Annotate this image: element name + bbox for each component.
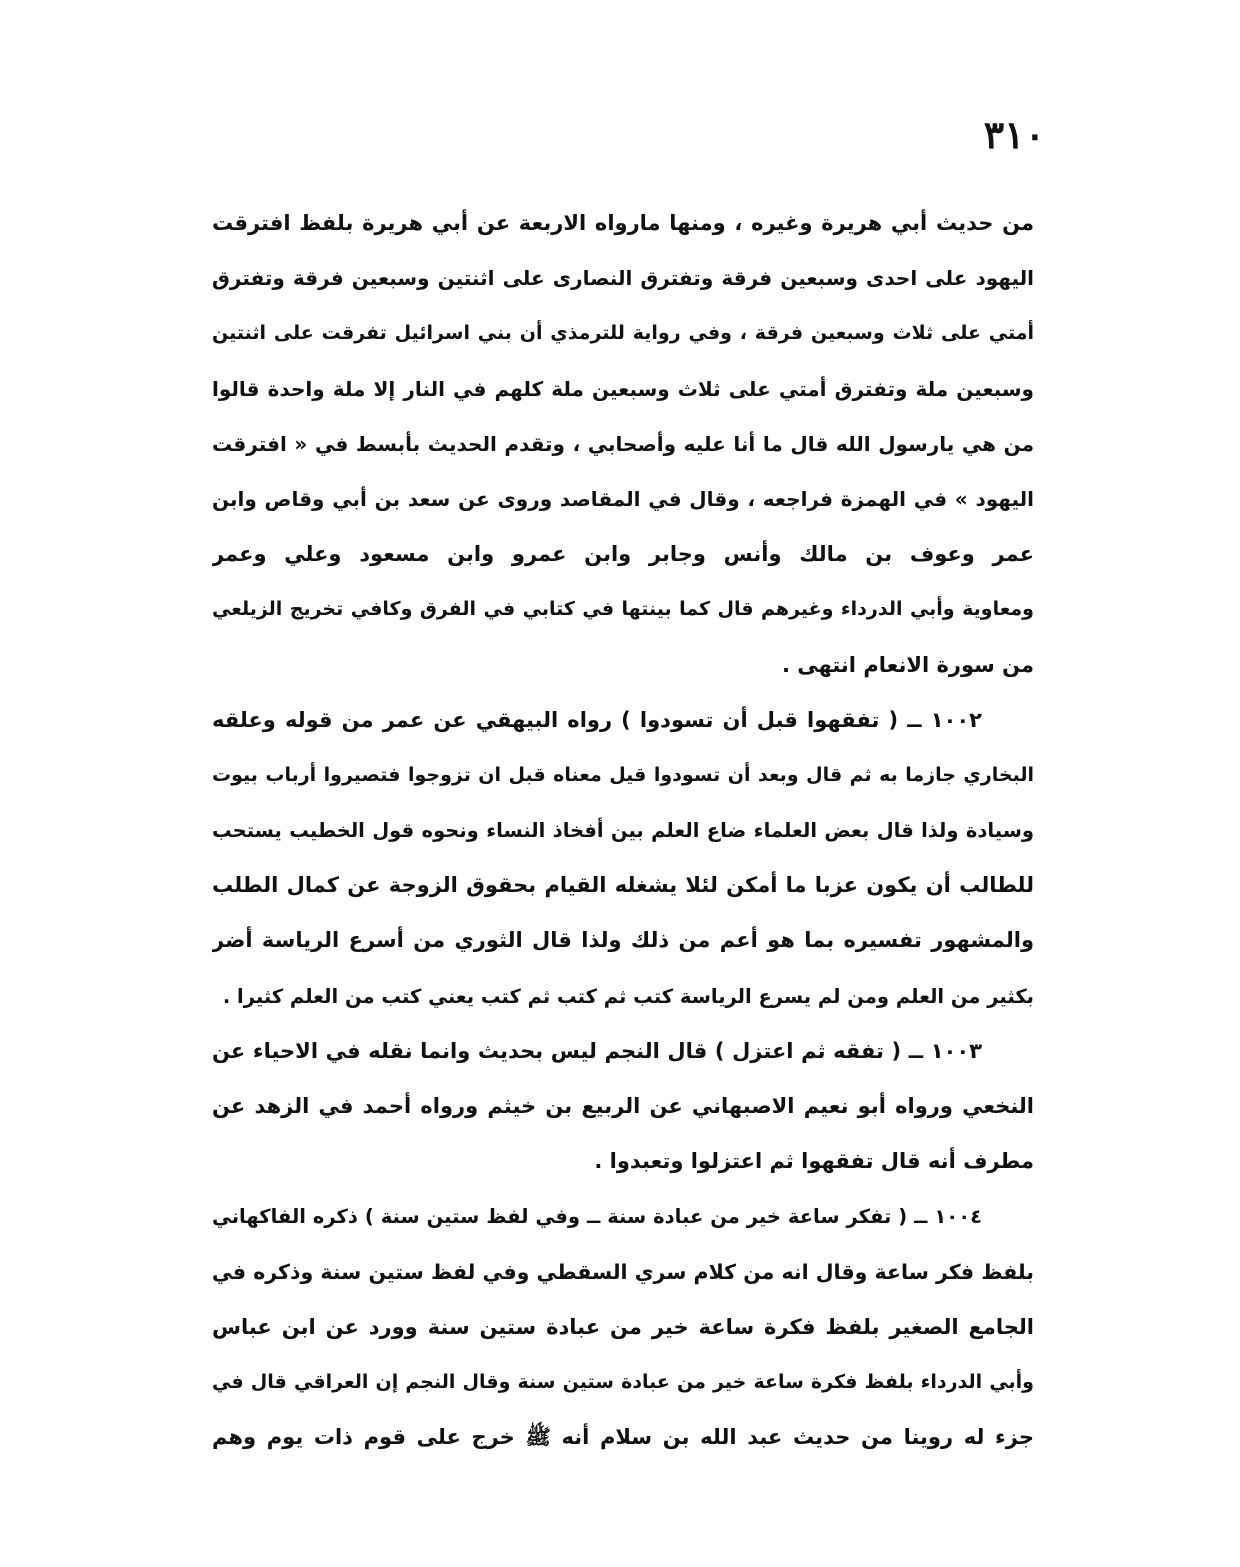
text-line: جزء له روينا من حديث عبد الله بن سلام أنه ﷺ خرج على قوم ذات يوم وهم: [212, 1425, 1034, 1450]
text-line: وسيادة ولذا قال بعض العلماء ضاع العلم بين أفخاذ النساء ونحوه قول الخطيب يستحب: [212, 819, 1034, 843]
text-line: الجامع الصغير بلفظ فكرة ساعة خير من عبادة ستين سنة وورد عن ابن عباس: [212, 1314, 1034, 1339]
text-line: بكثير من العلم ومن لم يسرع الرياسة كتب ثم كتب ثم كتب يعني كتب من العلم كثيرا .: [222, 984, 1034, 1008]
page-number: ٣١٠: [983, 112, 1045, 157]
text-line: من حديث أبي هريرة وغيره ، ومنها مارواه الاربعة عن أبي هريرة بلفظ افترقت: [212, 211, 1034, 235]
text-line: للطالب أن يكون عزبا ما أمكن لئلا يشغله القيام بحقوق الزوجة عن كمال الطلب: [212, 873, 1034, 898]
text-line: عمر وعوف بن مالك وأنس وجابر وابن عمرو وابن مسعود وعلي وعمر: [212, 542, 1034, 567]
text-line: من سورة الانعام انتهى .: [781, 652, 1034, 677]
page-body-text: [212, 196, 1034, 1465]
text-line: ١٠٠٢ ــ ( تفقهوا قبل أن تسودوا ) رواه البيهقي عن عمر من قوله وعلقه: [212, 707, 982, 732]
text-line: النخعي ورواه أبو نعيم الاصبهاني عن الربيع بن خيثم ورواه أحمد في الزهد عن: [212, 1094, 1034, 1118]
text-line: من هي يارسول الله قال ما أنا عليه وأصحابي ، وتقدم الحديث بأبسط في « افترقت: [212, 431, 1034, 456]
text-line: ١٠٠٣ ــ ( تفقه ثم اعتزل ) قال النجم ليس بحديث وانما نقله في الاحياء عن: [212, 1038, 982, 1063]
text-line: اليهود على احدى وسبعين فرقة وتفترق النصارى على اثنتين وسبعين فرقة وتفترق: [212, 266, 1034, 291]
text-line: البخاري جازما به ثم قال وبعد أن تسودوا قيل معناه قبل ان تزوجوا فتصيروا أرباب بيوت: [212, 763, 1034, 786]
text-line: مطرف أنه قال تفقهوا ثم اعتزلوا وتعبدوا .: [594, 1149, 1034, 1174]
text-line: وأبي الدرداء بلفظ فكرة ساعة خير من عبادة ستين سنة وقال النجم إن العراقي قال في: [212, 1370, 1034, 1393]
text-line: أمتي على ثلاث وسبعين فرقة ، وفي رواية للترمذي أن بني اسرائيل تفرقت على اثنتين: [212, 322, 1034, 345]
text-line: وسبعين ملة وتفترق أمتي على ثلاث وسبعين ملة كلهم في النار إلا ملة واحدة قالوا: [212, 376, 1034, 401]
text-line: بلفظ فكر ساعة وقال انه من كلام سري السقطي وفي لفظ ستين سنة وذكره في: [212, 1259, 1034, 1284]
text-line: ١٠٠٤ ــ ( تفكر ساعة خير من عبادة سنة ــ وفي لفظ ستين سنة ) ذكره الفاكهاني: [212, 1205, 982, 1229]
text-line: ومعاوية وأبي الدرداء وغيرهم قال كما بينتها في كتابي في الفرق وكافي تخريج الزيلعي: [212, 598, 1034, 621]
text-line: والمشهور تفسيره بما هو أعم من ذلك ولذا قال الثوري من أسرع الرياسة أضر: [212, 928, 1034, 953]
text-line: اليهود » في الهمزة فراجعه ، وقال في المقاصد وروى عن سعد بن أبي وقاص وابن: [212, 486, 1034, 511]
